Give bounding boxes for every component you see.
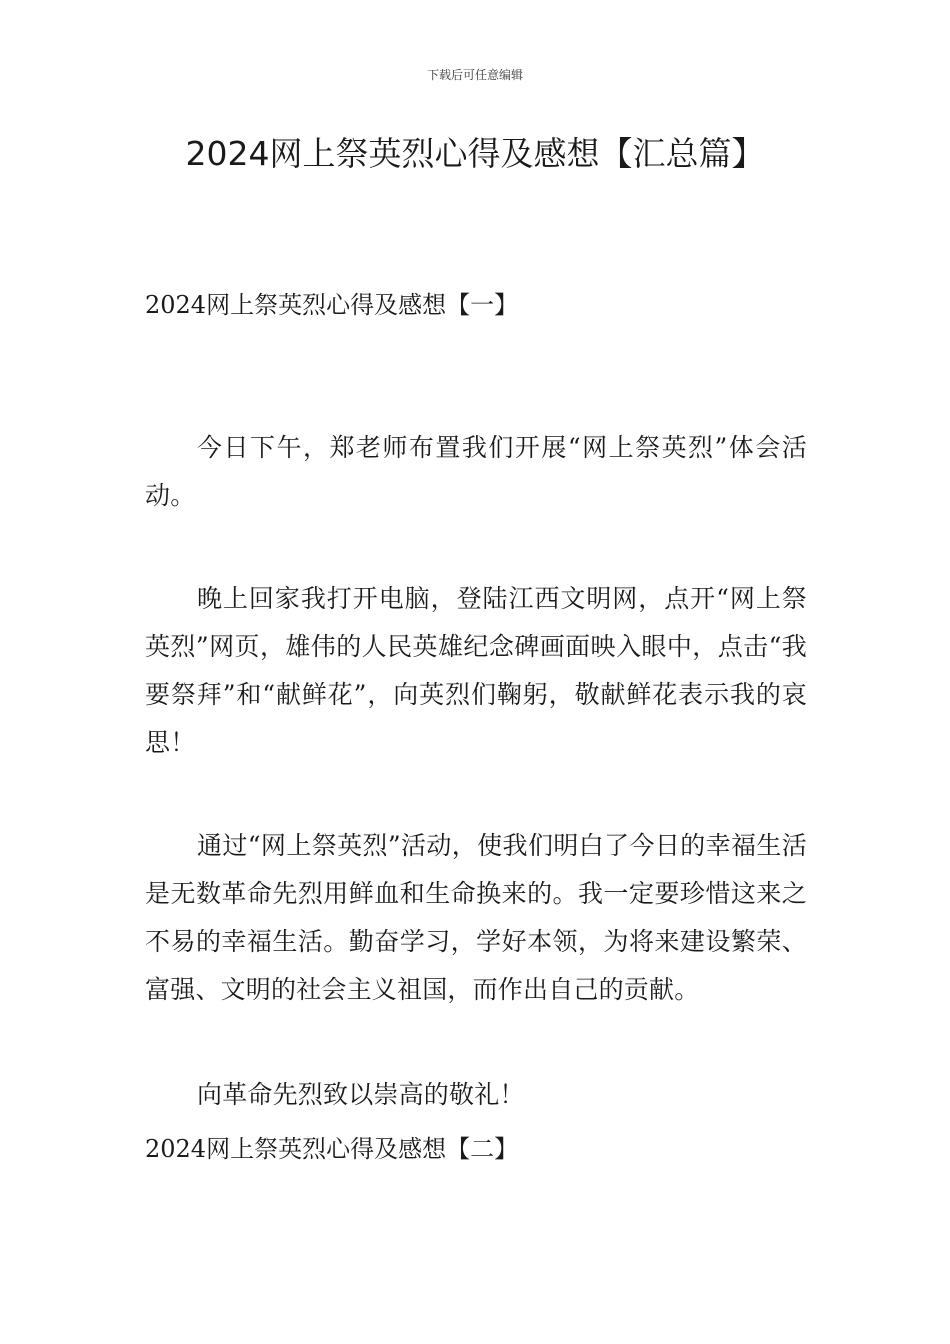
header-note: 下载后可任意编辑 — [426, 68, 523, 82]
paragraph-4: 向革命先烈致以崇高的敬礼！ — [197, 1080, 525, 1109]
paragraph-1: 今日下午，郑老师布置我们开展“网上祭英烈”体会活动。 — [145, 433, 807, 510]
section-heading-2: 2024网上祭英烈心得及感想【二】 — [145, 1135, 519, 1163]
paragraph-3: 通过“网上祭英烈”活动，使我们明白了今日的幸福生活是无数革命先烈用鲜血和生命换来的。我一定要珍惜这来之不易的幸福生活。勤奋学习，学好本领，为将来建设繁荣、富强、文明的社会主义祖国，而作出自己的贡献。 — [145, 831, 807, 1004]
paragraph-2: 晚上回家我打开电脑，登陆江西文明网，点开“网上祭英烈”网页，雄伟的人民英雄纪念碑画面映入眼中，点击“我要祭拜”和“献鲜花”，向英烈们鞠躬，敬献鲜花表示我的哀思！ — [145, 584, 807, 757]
section-heading-1: 2024网上祭英烈心得及感想【一】 — [145, 291, 519, 319]
document-title: 2024网上祭英烈心得及感想【汇总篇】 — [185, 134, 765, 173]
